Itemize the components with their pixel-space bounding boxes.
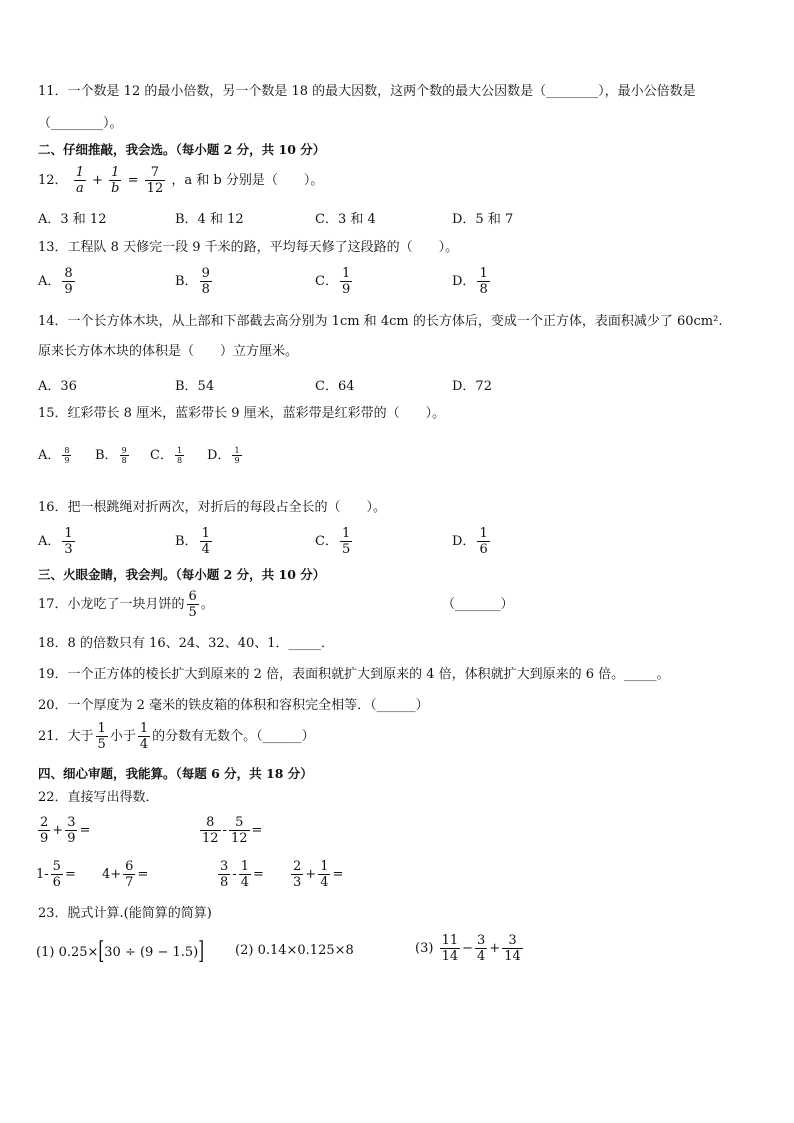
- fraction: $\frac{6}{5}$: [188, 589, 197, 620]
- option-b: B． $\frac{1}{4}$: [175, 526, 210, 557]
- option-b: B． $\frac{9}{8}$: [175, 266, 210, 297]
- expression-6: $\frac{2}{3}$ + $\frac{1}{4}$ =: [293, 859, 344, 890]
- option-d: D．5 和 7: [452, 212, 514, 227]
- expression-5: $\frac{3}{8}$ - $\frac{1}{4}$ =: [220, 859, 264, 890]
- question-13-stem: 13．工程队 8 天修完一段 9 千米的路，平均每天修了这段路的（ ）。: [38, 240, 459, 255]
- question-21: 21．大于 $\frac{1}{5}$ 小于 $\frac{1}{4}$ 的分数有无数个。（______）: [38, 721, 315, 752]
- equals-sign: =: [127, 173, 139, 188]
- question-23-stem: 23．脱式计算.(能简算的简算): [38, 906, 212, 921]
- question-15-stem: 15．红彩带长 8 厘米，蓝彩带长 9 厘米，蓝彩带是红彩带的（ ）。: [38, 406, 446, 421]
- fraction: $\frac{1}{b}$: [111, 165, 120, 196]
- problem-1: (1) 0.25×[30 ÷ (9 − 1.5)]: [36, 936, 205, 966]
- fraction: $\frac{1}{4}$: [139, 721, 149, 752]
- option-c: C．64: [315, 379, 355, 394]
- section-3-heading: 三、火眼金睛，我会判。（每小题 2 分，共 10 分）: [38, 567, 326, 582]
- option-c: C． $\frac{1}{5}$: [315, 526, 351, 557]
- question-17-text: 17．小龙吃了一块月饼的: [38, 597, 185, 612]
- option-c: C． $\frac{1}{8}$: [150, 446, 183, 465]
- question-19: 19．一个正方体的棱长扩大到原来的 2 倍，表面积就扩大到原来的 4 倍，体积就扩大到原来的 6 倍。_____。: [38, 667, 670, 682]
- option-d: D．72: [452, 379, 492, 394]
- option-d: D． $\frac{1}{6}$: [452, 526, 488, 557]
- section-4-heading: 四、细心审题，我能算。（每题 6 分，共 18 分）: [38, 766, 313, 781]
- option-c: C． $\frac{1}{9}$: [315, 266, 351, 297]
- option-a: A．3 和 12: [38, 212, 107, 227]
- option-b: B．54: [175, 379, 215, 394]
- option-a: A．36: [38, 379, 77, 394]
- question-14-line1: 14．一个长方体木块，从上部和下部截去高分别为 1cm 和 4cm 的长方体后，变成一个正方体，表面积减少了 60cm².: [38, 314, 723, 329]
- fraction: $\frac{7}{12}$: [146, 165, 164, 196]
- option-d: D． $\frac{1}{9}$: [207, 446, 240, 465]
- answer-blank[interactable]: （_______）: [442, 597, 514, 612]
- option-c: C．3 和 4: [315, 212, 376, 227]
- question-18: 18．8 的倍数只有 16、24、32、40、1．_____．: [38, 636, 335, 651]
- option-b: B．4 和 12: [175, 212, 244, 227]
- question-17: 17．小龙吃了一块月饼的 $\frac{6}{5}$ 。: [38, 589, 214, 620]
- problem-2: (2) 0.14×0.125×8: [235, 943, 354, 958]
- section-2-heading: 二、仔细推敲，我会选。（每小题 2 分，共 10 分）: [38, 142, 326, 157]
- question-11-line1: 11．一个数是 12 的最小倍数，另一个数是 18 的最大因数，这两个数的最大公因数是（________），最小公倍数是: [38, 84, 696, 99]
- fraction: $\frac{1}{a}$: [75, 165, 84, 196]
- question-12-tail: ，a 和 b 分别是（ ）。: [171, 173, 324, 188]
- question-11-line2: （________）。: [38, 116, 123, 131]
- expression-2: $\frac{8}{12}$ - $\frac{5}{12}$ =: [202, 815, 263, 846]
- expression-3: 1- $\frac{5}{6}$ =: [36, 859, 76, 890]
- expression-1: $\frac{2}{9}$ + $\frac{3}{9}$ =: [40, 815, 91, 846]
- option-b: B． $\frac{9}{8}$: [95, 446, 127, 465]
- plus-sign: +: [92, 173, 104, 188]
- question-16-stem: 16．把一根跳绳对折两次，对折后的每段占全长的（ ）。: [38, 500, 387, 515]
- question-14-line2: 原来长方体木块的体积是（ ）立方厘米。: [38, 344, 299, 359]
- problem-3: (3) $\frac{11}{14}$ − $\frac{3}{4}$ + $\frac{3}{14}$: [415, 933, 521, 964]
- option-a: A． $\frac{8}{9}$: [38, 446, 70, 465]
- question-22-stem: 22．直接写出得数．: [38, 790, 159, 805]
- fraction: $\frac{1}{5}$: [97, 721, 106, 752]
- expression-4: 4+ $\frac{6}{7}$ =: [102, 859, 149, 890]
- option-d: D． $\frac{1}{8}$: [452, 266, 488, 297]
- option-a: A． $\frac{1}{3}$: [38, 526, 73, 557]
- option-a: A． $\frac{8}{9}$: [38, 266, 73, 297]
- question-20: 20．一个厚度为 2 毫米的铁皮箱的体积和容积完全相等．（______）: [38, 698, 429, 713]
- question-number: 12．: [38, 173, 68, 188]
- question-12: [38, 164, 323, 198]
